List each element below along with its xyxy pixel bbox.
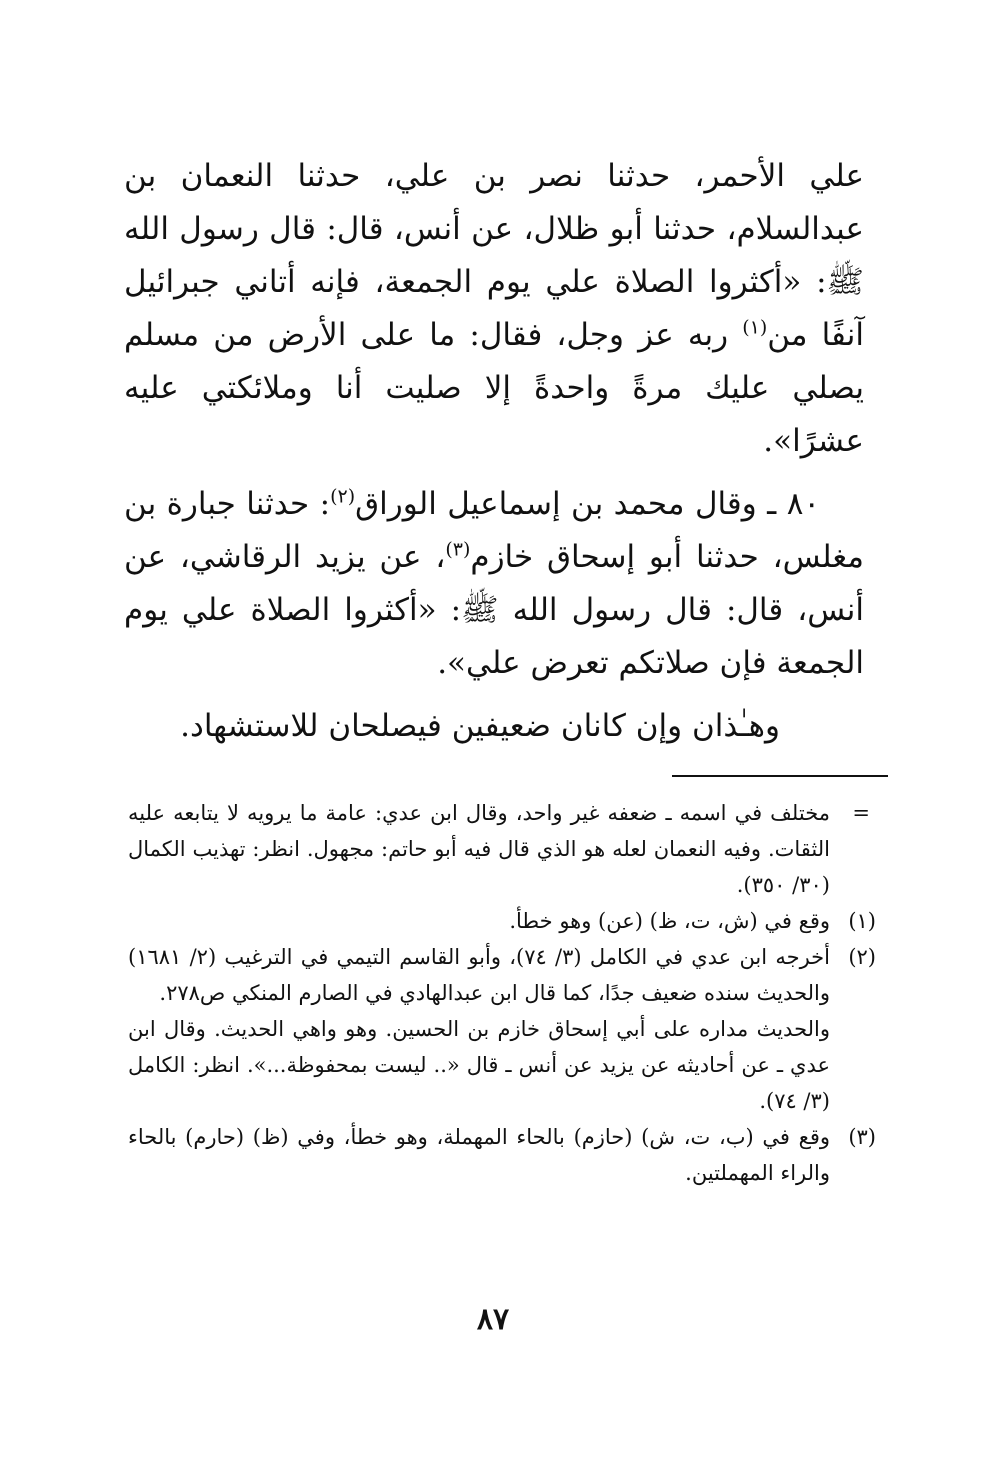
footnote-text: وقع في (ش، ت، ظ) (عن) وهو خطأ. (509, 909, 830, 933)
footnote-separator (672, 775, 888, 777)
footnote-ref-2[interactable]: (٢) (330, 485, 356, 508)
footnote-text: أخرجه ابن عدي في الكامل (٣/ ٧٤)، وأبو القاسم التيمي في الترغيب (٢/ ١٦٨١) والحديث سنده ضعيف جدًا، كما قال ابن عبدالهادي في الصارم المنكي ص٢٧٨. (128, 945, 830, 1005)
footnote-number: (١) (848, 909, 876, 933)
paragraph-hadith-79 (124, 150, 864, 468)
footnote-continuation (128, 795, 876, 903)
footnote-number: (٢) (848, 945, 876, 969)
continuation-mark: = (852, 801, 870, 825)
paragraph-conclusion: وهـٰذان وإن كانان ضعيفين فيصلحان للاستشهاد. (180, 708, 780, 744)
text-run: ، عن يزيد الرقاشي، عن أنس، قال: قال رسول الله ﷺ: «أكثروا الصلاة علي يوم الجمعة فإن صلاتكم تعرض علي». (124, 539, 864, 681)
footnote-text: مختلف في اسمه ـ ضعفه غير واحد، وقال ابن عدي: عامة ما يرويه لا يتابعه عليه الثقات. وفيه النعمان لعله هو الذي قال فيه أبو حاتم: مجهول. انظر: تهذيب الكمال (٣٠/ ٣٥٠). (128, 801, 831, 897)
footnote-number: (٣) (848, 1125, 876, 1149)
text-run: ربه عز وجل، فقال: ما على الأرض من مسلم يصلي عليك مرةً واحدةً إلا صليت أنا وملائكتي عليه عشرًا». (124, 317, 864, 459)
footnote-1 (128, 903, 876, 939)
text-run: علي الأحمر، حدثنا نصر بن علي، حدثنا النعمان بن عبدالسلام، حدثنا أبو ظلال، عن أنس، قال: قال رسول الله ﷺ: «أكثروا الصلاة علي يوم الجمعة، فإنه أتاني جبرائيل آنفًا من (124, 158, 864, 353)
main-text (124, 150, 864, 753)
text-run: : حدثنا جبارة بن مغلس، حدثنا أبو إسحاق خازم (124, 486, 864, 575)
text-run: ٨٠ ـ وقال محمد بن إسماعيل الوراق (355, 486, 820, 522)
footnote-ref-1[interactable]: (١) (742, 316, 768, 339)
footnote-2-continuation: والحديث مداره على أبي إسحاق خازم بن الحسين. وهو واهي الحديث. وقال ابن عدي ـ عن أحاديثه عن يزيد عن أنس ـ قال «.. ليست بمحفوظة...». انظر: الكامل (٣/ ٧٤). (128, 1017, 830, 1113)
footnote-3 (128, 1119, 876, 1191)
footnote-ref-3[interactable]: (٣) (445, 538, 471, 561)
paragraph-hadith-80 (124, 478, 864, 690)
page-number: ٨٧ (476, 1302, 510, 1337)
footnote-2 (128, 939, 876, 1011)
footnotes (128, 795, 876, 1191)
footnote-text: وقع في (ب، ت، ش) (حازم) بالحاء المهملة، وهو خطأ، وفي (ظ) (حارم) بالحاء والراء المهملتين. (128, 1125, 830, 1185)
